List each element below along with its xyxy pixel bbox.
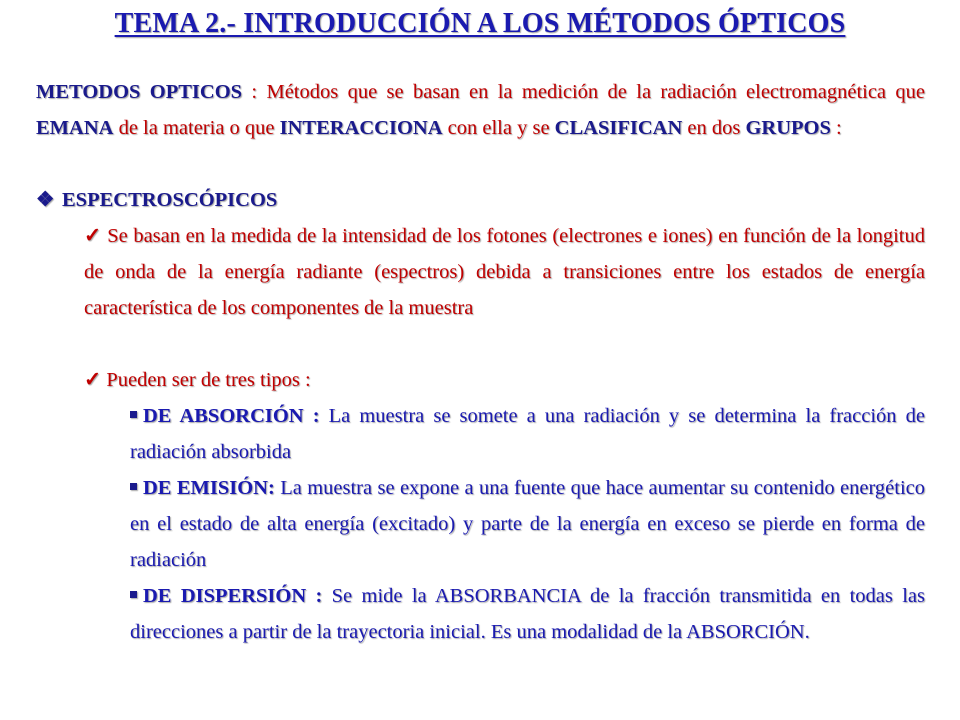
type-text: La muestra se expone a una fuente que hace aumentar su contenido energético en el estado de alta energía (excitado) y parte de la energía en exceso se pierde en forma de radiación xyxy=(130,477,925,571)
type-label: DE EMISIÓN: xyxy=(143,477,275,499)
spectro-point-2 xyxy=(84,362,925,398)
spectro-point-1-text: Se basan en la medida de la intensidad de los fotones (electrones e iones) en función de la longitud de onda de la energía radiante (espectros) debida a transiciones entre los estados de energía característica de los componentes de la muestra xyxy=(84,225,926,319)
type-label: DE ABSORCIÓN : xyxy=(143,405,320,427)
square-bullet-icon xyxy=(130,483,137,490)
spectro-point-1 xyxy=(84,218,925,326)
type-text: Se mide la ABSORBANCIA de la fracción transmitida en todas las direcciones a partir de la trayectoria inicial. Es una modalidad de la ABSORCIÓN. xyxy=(130,585,925,643)
type-dispersion xyxy=(130,578,925,650)
intro-term: METODOS OPTICOS xyxy=(36,81,243,103)
square-bullet-icon xyxy=(130,411,137,418)
type-label: DE DISPERSIÓN : xyxy=(143,585,323,607)
type-text: La muestra se somete a una radiación y se determina la fracción de radiación absorbida xyxy=(130,405,925,463)
square-bullet-icon xyxy=(130,591,137,598)
intro-text-3: con ella y se xyxy=(442,117,555,139)
keyword-emana: EMANA xyxy=(36,117,114,139)
type-emision xyxy=(130,470,925,578)
spectro-heading-label: ESPECTROSCÓPICOS xyxy=(62,189,278,211)
spectro-point-2-text: Pueden ser de tres tipos : xyxy=(106,369,311,391)
type-absorcion xyxy=(130,398,925,470)
page-title: TEMA 2.- INTRODUCCIÓN A LOS MÉTODOS ÓPTICOS xyxy=(114,8,846,39)
intro-paragraph xyxy=(36,74,925,146)
intro-text-4: en dos xyxy=(682,117,746,139)
intro-text-1: : Métodos que se basan en la medición de la radiación electromagnética que xyxy=(242,81,925,103)
keyword-grupos: GRUPOS xyxy=(745,117,831,139)
checkmark-icon: ✓ xyxy=(84,369,107,391)
intro-text-2: de la materia o que xyxy=(113,117,280,139)
intro-text-5: : xyxy=(830,117,842,139)
diamond-bullet-icon: ❖ xyxy=(36,189,55,211)
checkmark-icon: ✓ xyxy=(84,225,108,247)
spectro-heading xyxy=(36,182,636,218)
keyword-interacciona: INTERACCIONA xyxy=(279,117,443,139)
keyword-clasifican: CLASIFICAN xyxy=(554,117,683,139)
